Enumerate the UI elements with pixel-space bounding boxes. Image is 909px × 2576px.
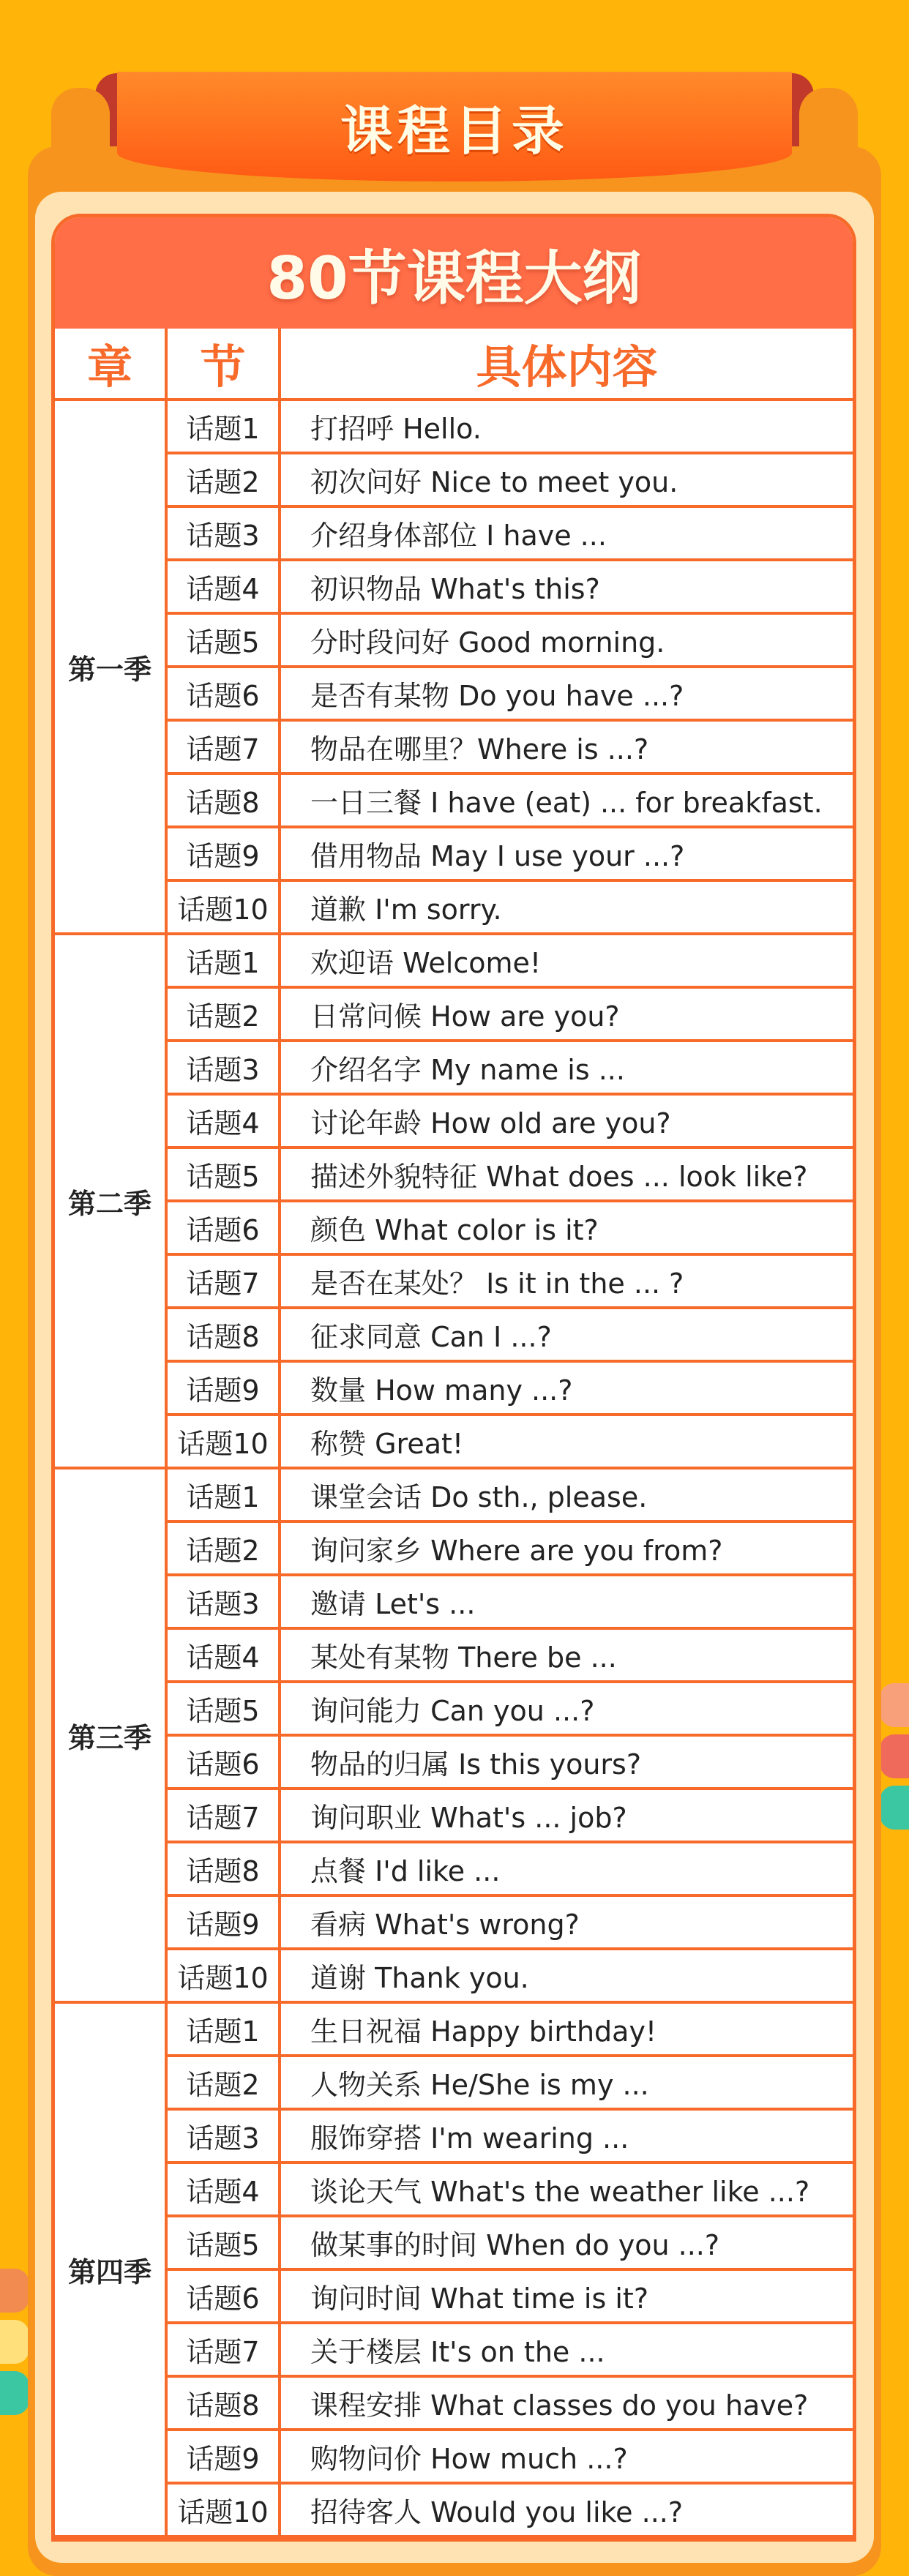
content-cell: 借用物品 May I use your ...?: [280, 827, 853, 880]
content-cell: 课程安排 What classes do you have?: [280, 2376, 853, 2430]
content-cell: 数量 How many ...?: [280, 1361, 853, 1415]
content-cell: 招待客人 Would you like ...?: [280, 2483, 853, 2536]
topic-cell: 话题4: [166, 2163, 280, 2216]
topic-cell: 话题10: [166, 2483, 280, 2536]
table-row: [55, 2483, 853, 2536]
content-cell: 做某事的时间 When do you ...?: [280, 2216, 853, 2269]
content-cell: 询问家乡 Where are you from?: [280, 1521, 853, 1575]
table-row: [55, 2056, 853, 2109]
content-cell: 一日三餐 I have (eat) ... for breakfast.: [280, 774, 853, 827]
table-row: [55, 1201, 853, 1254]
content-cell: 询问职业 What's ... job?: [280, 1789, 853, 1842]
topic-cell: 话题9: [166, 2430, 280, 2483]
topic-cell: 话题4: [166, 1628, 280, 1682]
content-cell: 邀请 Let's ...: [280, 1575, 853, 1628]
column-header-content: 具体内容: [280, 329, 853, 400]
topic-cell: 话题9: [166, 1895, 280, 1949]
topic-cell: 话题3: [166, 1575, 280, 1628]
table-row: [55, 827, 853, 880]
topic-cell: 话题2: [166, 453, 280, 506]
table-row: [55, 2430, 853, 2483]
topic-cell: 话题1: [166, 400, 280, 453]
content-cell: 物品在哪里？Where is ...?: [280, 720, 853, 774]
topic-cell: 话题5: [166, 2216, 280, 2269]
topic-cell: 话题1: [166, 1468, 280, 1521]
decorative-stripe: [880, 1734, 909, 1778]
content-cell: 讨论年龄 How old are you?: [280, 1094, 853, 1147]
table-row: [55, 1415, 853, 1468]
season-cell: 第一季: [55, 400, 166, 934]
topic-cell: 话题3: [166, 506, 280, 560]
table-row: [55, 506, 853, 560]
table-row: [55, 774, 853, 827]
table-row: [55, 1735, 853, 1789]
table-row: [55, 1094, 853, 1147]
content-cell: 欢迎语 Welcome!: [280, 934, 853, 987]
content-cell: 询问能力 Can you ...?: [280, 1682, 853, 1735]
table-row: [55, 1842, 853, 1895]
content-cell: 道谢 Thank you.: [280, 1949, 853, 2002]
table-row: [55, 2269, 853, 2323]
season-cell: 第三季: [55, 1468, 166, 2002]
table-row: [55, 1521, 853, 1575]
content-cell: 颜色 What color is it?: [280, 1201, 853, 1254]
decorative-stripe: [0, 2269, 29, 2313]
decorative-stripe: [880, 1786, 909, 1830]
topic-cell: 话题5: [166, 1682, 280, 1735]
topic-cell: 话题9: [166, 1361, 280, 1415]
table-row: [55, 1628, 853, 1682]
table-row: [55, 1575, 853, 1628]
content-cell: 介绍身体部位 I have ...: [280, 506, 853, 560]
syllabus-card: [51, 214, 856, 2542]
content-cell: 日常问候 How are you?: [280, 987, 853, 1041]
table-row: [55, 1895, 853, 1949]
topic-cell: 话题6: [166, 667, 280, 720]
content-cell: 询问时间 What time is it?: [280, 2269, 853, 2323]
decorative-stripe: [0, 2320, 29, 2364]
table-row: [55, 1682, 853, 1735]
content-cell: 介绍名字 My name is ...: [280, 1041, 853, 1094]
table-row: [55, 2002, 853, 2056]
table-row: [55, 1308, 853, 1361]
topic-cell: 话题4: [166, 1094, 280, 1147]
table-row: [55, 987, 853, 1041]
content-cell: 服饰穿搭 I'm wearing ...: [280, 2109, 853, 2163]
table-row: [55, 2109, 853, 2163]
topic-cell: 话题2: [166, 987, 280, 1041]
topic-cell: 话题6: [166, 1201, 280, 1254]
topic-cell: 话题7: [166, 720, 280, 774]
topic-cell: 话题4: [166, 560, 280, 613]
table-row: [55, 1254, 853, 1308]
topic-cell: 话题6: [166, 2269, 280, 2323]
content-cell: 关于楼层 It's on the ...: [280, 2323, 853, 2376]
content-cell: 是否在某处？ Is it in the ... ?: [280, 1254, 853, 1308]
table-row: [55, 453, 853, 506]
topic-cell: 话题10: [166, 1415, 280, 1468]
topic-cell: 话题8: [166, 1308, 280, 1361]
syllabus-title: 80节课程大纲: [55, 217, 853, 329]
topic-cell: 话题5: [166, 613, 280, 667]
content-cell: 谈论天气 What's the weather like ...?: [280, 2163, 853, 2216]
page-title: 课程目录: [340, 100, 569, 162]
topic-cell: 话题10: [166, 880, 280, 934]
season-cell: 第四季: [55, 2002, 166, 2536]
table-row: [55, 613, 853, 667]
content-cell: 是否有某物 Do you have ...?: [280, 667, 853, 720]
header-ribbon: [117, 72, 792, 181]
season-cell: 第二季: [55, 934, 166, 1468]
content-cell: 道歉 I'm sorry.: [280, 880, 853, 934]
topic-cell: 话题5: [166, 1147, 280, 1201]
content-cell: 生日祝福 Happy birthday!: [280, 2002, 853, 2056]
table-row: [55, 2323, 853, 2376]
topic-cell: 话题7: [166, 1254, 280, 1308]
topic-cell: 话题8: [166, 774, 280, 827]
content-cell: 称赞 Great!: [280, 1415, 853, 1468]
column-header-section: 节: [166, 329, 280, 400]
content-cell: 课堂会话 Do sth., please.: [280, 1468, 853, 1521]
content-cell: 初次问好 Nice to meet you.: [280, 453, 853, 506]
table-row: [55, 1789, 853, 1842]
topic-cell: 话题7: [166, 1789, 280, 1842]
content-cell: 某处有某物 There be ...: [280, 1628, 853, 1682]
content-cell: 初识物品 What's this?: [280, 560, 853, 613]
topic-cell: 话题8: [166, 1842, 280, 1895]
column-header-chapter: 章: [55, 329, 166, 400]
table-row: [55, 720, 853, 774]
topic-cell: 话题9: [166, 827, 280, 880]
topic-cell: 话题3: [166, 1041, 280, 1094]
table-row: [55, 1041, 853, 1094]
table-row: [55, 880, 853, 934]
topic-cell: 话题7: [166, 2323, 280, 2376]
table-row: [55, 1147, 853, 1201]
table-header-row: [55, 329, 853, 400]
table-row: [55, 2163, 853, 2216]
topic-cell: 话题3: [166, 2109, 280, 2163]
table-row: [55, 2216, 853, 2269]
topic-cell: 话题1: [166, 934, 280, 987]
topic-cell: 话题1: [166, 2002, 280, 2056]
content-cell: 购物问价 How much ...?: [280, 2430, 853, 2483]
topic-cell: 话题10: [166, 1949, 280, 2002]
syllabus-table: [55, 329, 853, 2538]
table-row: [55, 400, 853, 453]
table-row: [55, 1468, 853, 1521]
content-cell: 分时段问好 Good morning.: [280, 613, 853, 667]
content-cell: 点餐 I'd like ...: [280, 1842, 853, 1895]
table-row: [55, 560, 853, 613]
content-cell: 物品的归属 Is this yours?: [280, 1735, 853, 1789]
table-row: [55, 667, 853, 720]
content-cell: 看病 What's wrong?: [280, 1895, 853, 1949]
table-row: [55, 1949, 853, 2002]
table-row: [55, 934, 853, 987]
topic-cell: 话题8: [166, 2376, 280, 2430]
table-row: [55, 2376, 853, 2430]
decorative-stripe: [0, 2371, 29, 2415]
table-row: [55, 1361, 853, 1415]
topic-cell: 话题2: [166, 1521, 280, 1575]
topic-cell: 话题2: [166, 2056, 280, 2109]
content-cell: 描述外貌特征 What does ... look like?: [280, 1147, 853, 1201]
content-cell: 征求同意 Can I ...?: [280, 1308, 853, 1361]
content-cell: 打招呼 Hello.: [280, 400, 853, 453]
table-body: [55, 400, 853, 2536]
decorative-stripe: [880, 1683, 909, 1727]
topic-cell: 话题6: [166, 1735, 280, 1789]
content-cell: 人物关系 He/She is my ...: [280, 2056, 853, 2109]
